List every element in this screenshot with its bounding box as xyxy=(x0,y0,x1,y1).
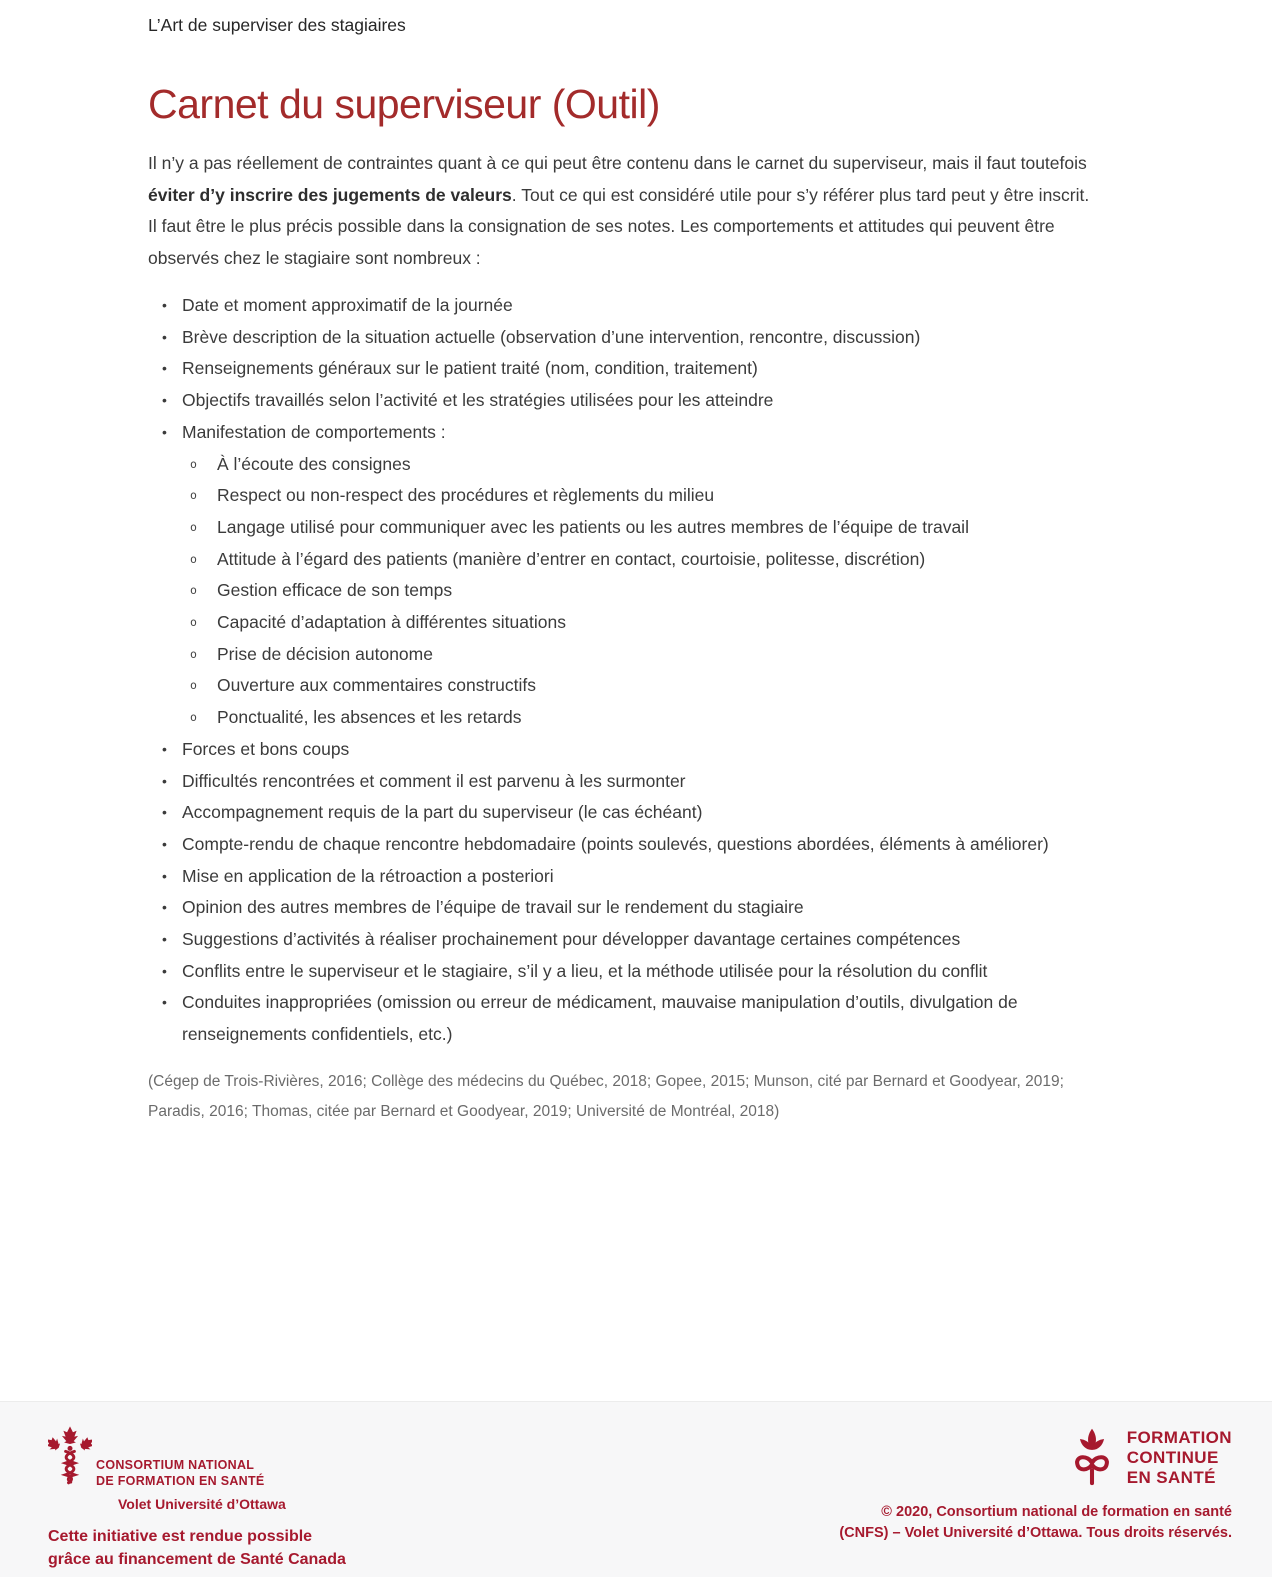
sub-list-item xyxy=(148,480,1123,512)
bullet-icon: • xyxy=(162,804,167,821)
list-item-text: Respect ou non-respect des procédures et règlements du milieu xyxy=(217,485,715,506)
sub-list-item xyxy=(148,575,1123,607)
list-item-text: Capacité d’adaptation à différentes situations xyxy=(217,612,566,633)
intro-text-1: Il n’y a pas réellement de contraintes quant à ce qui peut être contenu dans le carnet du superviseur, mais il faut toutefois xyxy=(148,153,1087,173)
circle-bullet-icon: o xyxy=(190,615,197,630)
list-item xyxy=(148,987,1123,1050)
copyright-line2: (CNFS) – Volet Université d’Ottawa. Tous droits réservés. xyxy=(839,1524,1232,1541)
list-item xyxy=(148,892,1123,924)
list-item-text: Ponctualité, les absences et les retards xyxy=(217,707,522,728)
circle-bullet-icon: o xyxy=(190,678,197,693)
list-item-text: Attitude à l’égard des patients (manière d’entrer en contact, courtoisie, politesse, discrétion) xyxy=(217,548,926,569)
funding-note xyxy=(48,1526,346,1571)
circle-bullet-icon: o xyxy=(190,519,197,534)
sub-list-item xyxy=(148,639,1123,671)
page-title: Carnet du superviseur (Outil) xyxy=(148,81,660,127)
list-item-text: Mise en application de la rétroaction a posteriori xyxy=(182,865,554,886)
bullet-icon: • xyxy=(162,867,167,884)
circle-bullet-icon: o xyxy=(190,646,197,661)
page-footer xyxy=(0,1401,1272,1577)
list-item-text: Objectifs travaillés selon l’activité et les stratégies utilisées pour les atteindre xyxy=(182,390,774,411)
cnfs-logo-text-line1: CONSORTIUM NATIONAL xyxy=(96,1458,255,1472)
fcs-logo-text-line2: CONTINUE xyxy=(1126,1448,1219,1467)
sub-list-item xyxy=(148,544,1123,576)
document-content xyxy=(148,0,1123,1142)
circle-bullet-icon: o xyxy=(190,551,197,566)
bullet-icon: • xyxy=(162,740,167,757)
fcs-plant-icon xyxy=(1069,1428,1115,1488)
circle-bullet-icon: o xyxy=(190,710,197,725)
list-item-text: Suggestions d’activités à réaliser prochainement pour développer davantage certaines compétences xyxy=(182,929,961,950)
sub-list-item xyxy=(148,702,1123,734)
circle-bullet-icon: o xyxy=(190,583,197,598)
list-item xyxy=(148,861,1123,893)
fcs-logo-text-line3: EN SANTÉ xyxy=(1126,1468,1216,1487)
list-item-text: Compte-rendu de chaque rencontre hebdomadaire (points soulevés, questions abordées, éléments à améliorer) xyxy=(182,833,1049,854)
circle-bullet-icon: o xyxy=(190,456,197,471)
list-item xyxy=(148,353,1123,385)
bullet-icon: • xyxy=(162,297,167,313)
intro-text-bold: éviter d’y inscrire des jugements de valeurs xyxy=(148,184,512,205)
list-item xyxy=(148,734,1123,766)
copyright-notice xyxy=(839,1502,1232,1543)
list-item-text: Difficultés rencontrées et comment il est parvenu à les surmonter xyxy=(182,770,686,791)
bullet-icon: • xyxy=(162,423,167,440)
running-header: L’Art de superviser des stagiaires xyxy=(148,15,406,35)
list-item-text: Renseignements généraux sur le patient traité (nom, condition, traitement) xyxy=(182,358,758,379)
list-item xyxy=(148,797,1123,829)
bullet-icon: • xyxy=(162,328,167,345)
list-item-text: Gestion efficace de son temps xyxy=(217,580,453,601)
list-item xyxy=(148,766,1123,798)
bullet-icon: • xyxy=(162,994,167,1011)
list-item-text: Langage utilisé pour communiquer avec les patients ou les autres membres de l’équipe de travail xyxy=(217,516,969,537)
sources-citation: (Cégep de Trois-Rivières, 2016; Collège des médecins du Québec, 2018; Gopee, 2015; Munson, cité par Bernard et Goodyear, 2019; Paradis, 2016; Thomas, citée par Bernard et Goodyear, 2019; Université de Montréal, 2018) xyxy=(148,1072,1064,1120)
intro-text-2: . Tout ce qui est considéré utile pour s’y référer plus tard peut y être inscrit. Il faut être le plus précis possible dans la consignation de ses notes. Les comportements et attitudes qui peuvent être observés chez le stagiaire sont nombreux : xyxy=(148,184,1090,268)
observation-list xyxy=(148,290,1123,1051)
list-item xyxy=(148,385,1123,417)
fcs-logo-text-line1: FORMATION xyxy=(1126,1428,1232,1447)
sub-list-item xyxy=(148,607,1123,639)
list-item-text: Ouverture aux commentaires constructifs xyxy=(217,675,537,696)
fcs-logo-block xyxy=(839,1428,1232,1543)
list-item xyxy=(148,829,1123,861)
funding-note-line1: Cette initiative est rendue possible xyxy=(48,1528,313,1545)
bullet-icon: • xyxy=(162,835,167,852)
list-item-text: Manifestation de comportements : xyxy=(182,421,446,442)
cnfs-logo-block xyxy=(48,1424,346,1571)
list-item-text: Date et moment approximatif de la journée xyxy=(182,295,513,315)
intro-paragraph xyxy=(148,148,1093,274)
sub-list-item xyxy=(148,512,1123,544)
list-item-text: Forces et bons coups xyxy=(182,738,350,759)
bullet-icon: • xyxy=(162,962,167,979)
funding-note-line2: grâce au financement de Santé Canada xyxy=(48,1550,346,1568)
list-item xyxy=(148,417,1123,449)
bullet-icon: • xyxy=(162,392,167,409)
sub-list-item xyxy=(148,449,1123,481)
copyright-line1: © 2020, Consortium national de formation en santé xyxy=(881,1504,1232,1520)
list-item-text: Conflits entre le superviseur et le stagiaire, s’il y a lieu, et la méthode utilisée pour la résolution du conflit xyxy=(182,960,988,981)
list-item xyxy=(148,956,1123,988)
list-item-text: Prise de décision autonome xyxy=(217,643,433,664)
sub-list-item xyxy=(148,670,1123,702)
list-item xyxy=(148,322,1123,354)
list-item xyxy=(148,924,1123,956)
cnfs-logo-text-line2: DE FORMATION EN SANTÉ xyxy=(96,1473,265,1488)
list-item-text: À l’écoute des consignes xyxy=(217,453,411,474)
cnfs-logo-text-line3: Volet Université d’Ottawa xyxy=(118,1496,286,1512)
bullet-icon: • xyxy=(162,360,167,377)
list-item-text: Conduites inappropriées (omission ou erreur de médicament, mauvaise manipulation d’outils, divulgation de renseignements confidentiels, etc.) xyxy=(182,992,1018,1045)
bullet-icon: • xyxy=(162,899,167,916)
bullet-icon: • xyxy=(162,931,167,948)
list-item-text: Brève description de la situation actuelle (observation d’une intervention, rencontre, discussion) xyxy=(182,326,921,347)
list-item-text: Opinion des autres membres de l’équipe de travail sur le rendement du stagiaire xyxy=(182,897,804,918)
cnfs-caduceus-maple-icon xyxy=(48,1424,92,1486)
list-item xyxy=(148,290,1123,322)
bullet-icon: • xyxy=(162,772,167,789)
circle-bullet-icon: o xyxy=(190,488,197,503)
list-item-text: Accompagnement requis de la part du superviseur (le cas échéant) xyxy=(182,802,703,823)
